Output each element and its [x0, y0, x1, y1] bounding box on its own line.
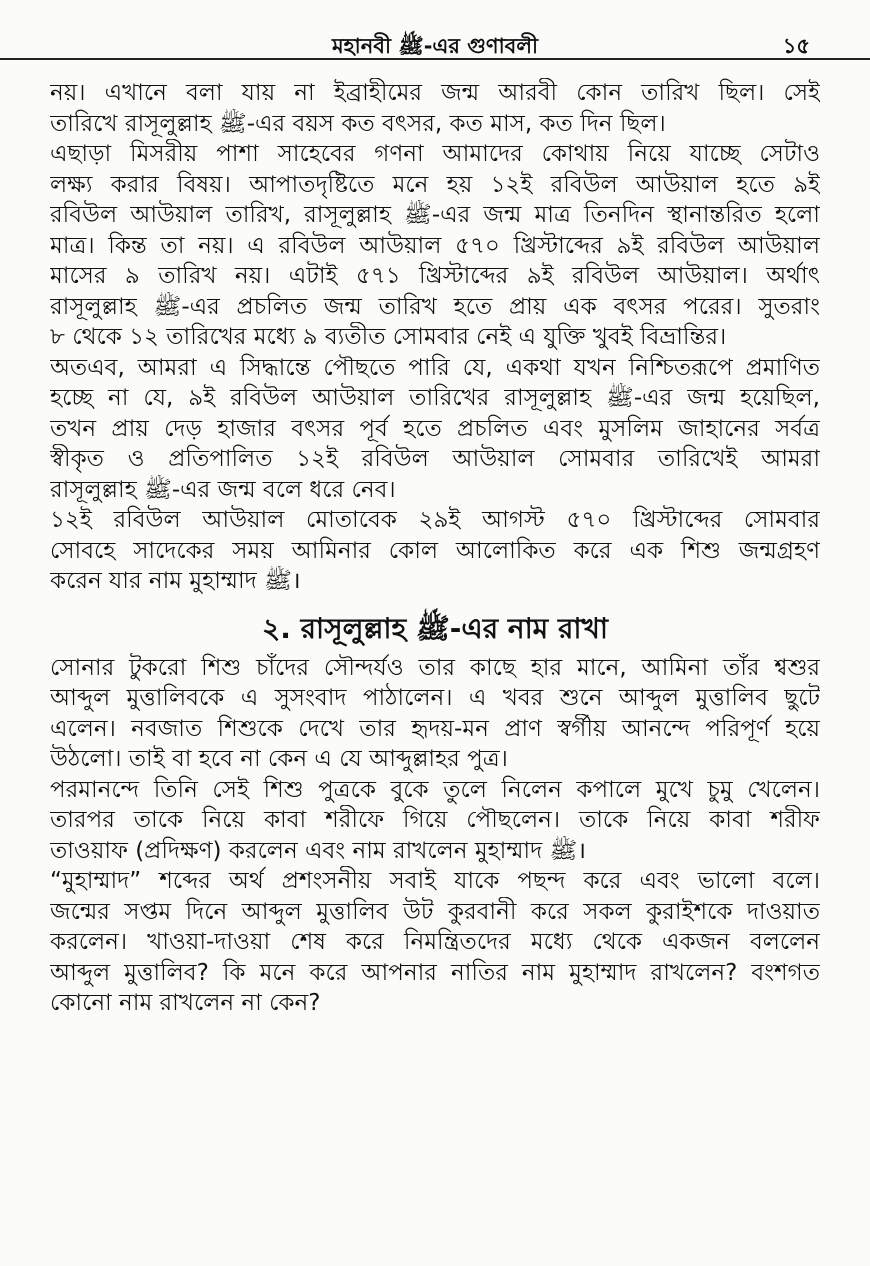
header-title: মহানবী ﷺ-এর গুণাবলী — [331, 34, 538, 58]
text-line: এছাড়া মিসরীয় পাশা সাহেবের গণনা আমাদের কোথায় নিয়ে যাচ্ছে সেটাও — [50, 141, 820, 167]
text-line: আব্দুল মুত্তালিব? কি মনে করে আপনার নাতির নাম মুহাম্মাদ রাখলেন? বংশগত — [50, 959, 820, 986]
text-line: সোনার টুকরো শিশু চাঁদের সৌন্দর্যও তার কাছে হার মানে, আমিনা তাঁর শ্বশুর — [50, 654, 820, 681]
text-line: মাত্র। কিন্ত তা নয়। এ রবিউল আউয়াল ৫৭০ খ্রিস্টাব্দের ৯ই রবিউল আউয়াল — [50, 232, 820, 259]
text-line: করলেন। খাওয়া-দাওয়া শেষ করে নিমন্ত্রিতদের মধ্যে থেকে একজন বললেন — [50, 929, 820, 955]
text-line: করেন যার নাম মুহাম্মাদ ﷺ। — [50, 568, 301, 594]
text-line: উঠলো। তাই বা হবে না কেন এ যে আব্দুল্লাহর পুত্র। — [50, 746, 508, 772]
text-line: আব্দুল মুত্তালিবকে এ সুসংবাদ পাঠালেন। এ খবর শুনে আব্দুল মুত্তালিব ছুটে — [50, 685, 820, 711]
text-line: রাসূলুল্লাহ ﷺ-এর জন্ম বলে ধরে নেব। — [50, 476, 396, 503]
text-line: হচ্ছে না যে, ৯ই রবিউল আউয়াল তারিখের রাসূলুল্লাহ ﷺ-এর জন্ম হয়েছিল, — [50, 385, 820, 411]
text-line: অতএব, আমরা এ সিদ্ধান্তে পৌছতে পারি যে, একথা যখন নিশ্চিতরূপে প্রমাণিত — [50, 354, 820, 381]
text-line: তারিখে রাসূলুল্লাহ ﷺ-এর বয়স কত বৎসর, কত মাস, কত দিন ছিল। — [50, 110, 666, 137]
text-line: “মুহাম্মাদ” শব্দের অর্থ প্রশংসনীয় সবাই যাকে পছন্দ করে এবং ভালো বলে। — [50, 868, 820, 894]
text-line: পরমানন্দে তিনি সেই শিশু পুত্রকে বুকে তুলে নিলেন কপালে মুখে চুমু খেলেন। — [50, 776, 820, 803]
text-line: নয়। এখানে বলা যায় না ইব্রাহীমের জন্ম আরবী কোন তারিখ ছিল। সেই — [50, 80, 820, 106]
text-line: এলেন। নবজাত শিশুকে দেখে তার হৃদয়-মন প্রাণ স্বর্গীয় আনন্দে পরিপূর্ণ হয়ে — [50, 715, 820, 742]
text-line: লক্ষ্য করার বিষয়। আপাতদৃষ্টিতে মনে হয় ১২ই রবিউল আউয়াল হতে ৯ই — [50, 171, 820, 198]
section-heading: ২. রাসূলুল্লাহ ﷺ-এর নাম রাখা — [261, 611, 609, 645]
text-line: কোনো নাম রাখলেন না কেন? — [50, 990, 321, 1016]
text-line: ১২ই রবিউল আউয়াল মোতাবেক ২৯ই আগস্ট ৫৭০ খ্রিস্টাব্দের সোমবার — [50, 507, 820, 533]
text-line: মাসের ৯ তারিখ নয়। এটাই ৫৭১ খ্রিস্টাব্দের ৯ই রবিউল আউয়াল। অর্থাৎ — [50, 263, 820, 289]
text-line: তখন প্রায় দেড় হাজার বৎসর পূর্ব হতে প্রচলিত এবং মুসলিম জাহানের সর্বত্র — [50, 415, 820, 442]
page-number: ১৫ — [782, 34, 810, 58]
text-line: তারপর তাকে নিয়ে কাবা শরীফে গিয়ে পৌছলেন। তাকে নিয়ে কাবা শরীফ — [50, 807, 820, 833]
text-line: সোবহে সাদেকের সময় আমিনার কোল আলোকিত করে এক শিশু জন্মগ্রহণ — [50, 537, 820, 564]
body-text — [50, 78, 820, 1019]
text-line: স্বীকৃত ও প্রতিপালিত ১২ই রবিউল আউয়াল সোমবার তারিখেই আমরা — [50, 446, 820, 472]
text-line: ৮ থেকে ১২ তারিখের মধ্যে ৯ ব্যতীত সোমবার নেই এ যুক্তি খুবই বিভ্রান্তির। — [50, 324, 727, 350]
text-line: রবিউল আউয়াল তারিখ, রাসূলুল্লাহ ﷺ-এর জন্ম মাত্র তিনদিন স্থানান্তরিত হলো — [50, 202, 820, 228]
running-header — [0, 24, 870, 60]
text-line: রাসূলুল্লাহ ﷺ-এর প্রচলিত জন্ম তারিখ হতে প্রায় এক বৎসর পরের। সুতরাং — [50, 293, 820, 320]
text-line: তাওয়াফ (প্রদিক্ষণ) করলেন এবং নাম রাখলেন মুহাম্মাদ ﷺ। — [50, 837, 586, 864]
text-line: জন্মের সপ্তম দিনে আব্দুল মুত্তালিব উট কুরবানী করে সকল কুরাইশকে দাওয়াত — [50, 898, 820, 925]
